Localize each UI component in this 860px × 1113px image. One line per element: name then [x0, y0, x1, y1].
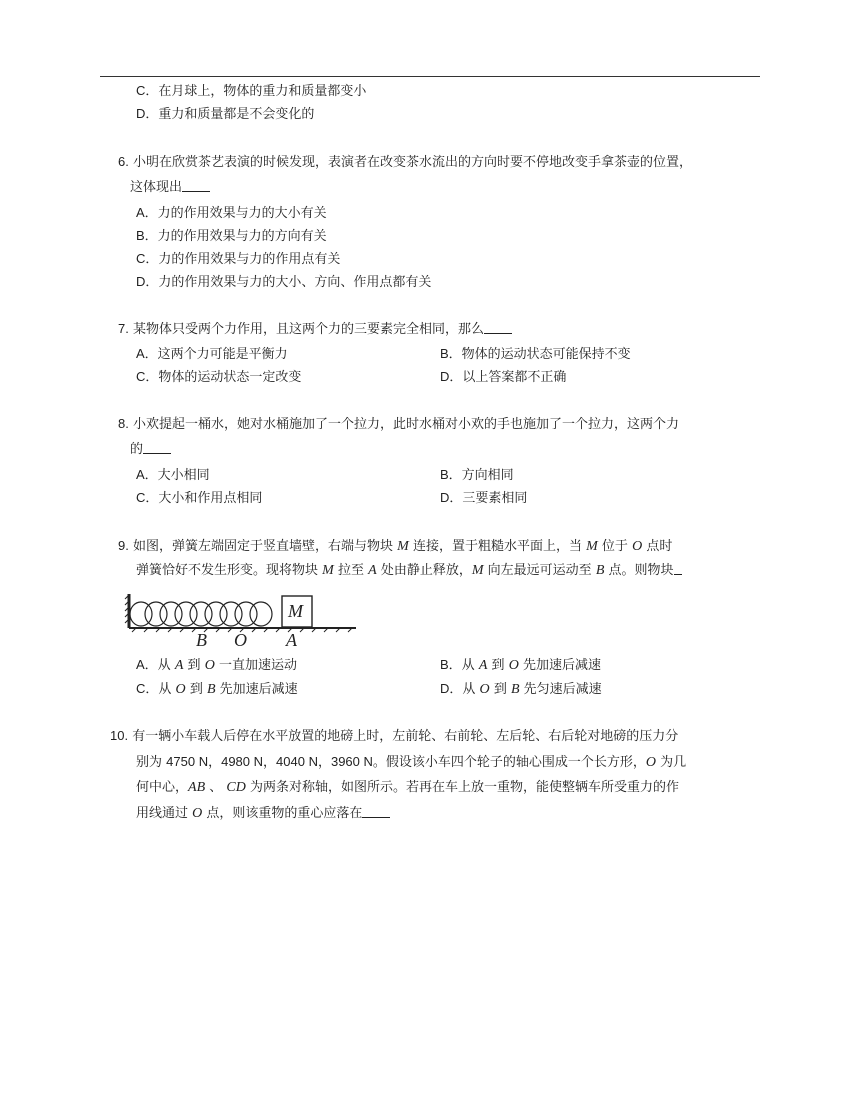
point-b-label: B	[196, 630, 207, 650]
option-letter: D．	[440, 369, 463, 384]
force-value: 3960 N	[330, 754, 373, 769]
option-text: 力的作用效果与力的大小有关	[157, 206, 327, 221]
answer-blank[interactable]	[362, 805, 390, 818]
option-letter: B．	[440, 467, 462, 482]
question-9-stem	[118, 537, 672, 556]
option-text: 方向相同	[461, 468, 514, 483]
force-value: 4040 N	[276, 754, 318, 769]
question-text: 小明在欣赏茶艺表演的时候发现，表演者在改变茶水流出的方向时要不停地改变手拿茶壶的位置，	[132, 155, 692, 170]
option-letter: D．	[440, 681, 463, 696]
answer-blank[interactable]	[484, 321, 512, 334]
option-letter: C．	[136, 251, 159, 266]
question-text: 别为	[136, 755, 163, 770]
question-text: 点，则该重物的重心应落在	[206, 806, 363, 821]
question-text: 为两条对称轴，如图所示。若再在车上放一重物，能使整辆车所受重力的作	[249, 780, 679, 795]
option-text: 以上答案都不正确	[462, 370, 567, 385]
q6-option-a[interactable]	[136, 204, 327, 223]
option-letter: D．	[136, 106, 159, 121]
question-text: 这体现出	[130, 180, 183, 195]
option-text: 物体的运动状态一定改变	[158, 370, 302, 385]
question-10-stem-line4	[136, 805, 390, 823]
question-10-stem	[110, 727, 678, 746]
q6-option-b[interactable]	[136, 227, 327, 246]
question-9-stem-line2	[136, 562, 682, 580]
question-text: 小欢提起一桶水，她对水桶施加了一个拉力，此时水桶对小欢的手也施加了一个拉力，这两个力	[132, 417, 679, 432]
header-rule	[100, 76, 760, 77]
var-o: O	[632, 539, 643, 554]
question-10-stem-line2: 别为 4750 N，4980 N，4040 N，3960 N。假设该小车四个轮子的轴心围成一个长方形，O 为几	[136, 754, 687, 770]
question-text: 连接，置于粗糙水平面上，当	[412, 539, 582, 554]
option-letter: C．	[136, 83, 159, 98]
question-10-stem-line3: 何中心，AB 、 CD 为两条对称轴，如图所示。若再在车上放一重物，能使整辆车所受重力的作	[136, 780, 679, 795]
var-m: M	[586, 539, 598, 554]
option-text: 三要素相同	[462, 491, 528, 506]
var-m: M	[471, 563, 484, 578]
var-b: B	[510, 682, 520, 697]
question-text: 。假设该小车四个轮子的轴心围成一个长方形，	[372, 755, 646, 770]
question-text: 用线通过	[136, 806, 189, 821]
option-letter: B．	[136, 228, 158, 243]
answer-blank[interactable]	[182, 179, 210, 192]
q9-option-d[interactable]	[440, 680, 602, 699]
q8-option-d[interactable]	[440, 489, 527, 508]
var-m: M	[397, 539, 409, 554]
q6-option-d[interactable]	[136, 273, 431, 292]
answer-blank[interactable]	[143, 441, 171, 454]
force-value: 4750 N	[166, 754, 209, 769]
option-text: 大小相同	[157, 468, 210, 483]
q8-option-a[interactable]	[136, 466, 210, 485]
axis-cd: CD	[226, 780, 246, 795]
var-a: A	[478, 658, 488, 673]
option-text: 力的作用效果与力的方向有关	[157, 229, 327, 244]
var-o: O	[645, 755, 657, 770]
question-number: 9.	[118, 538, 129, 553]
option-text: 一直加速运动	[218, 658, 297, 673]
question-text: 点。则物块	[608, 563, 674, 578]
option-text: 这两个力可能是平衡力	[157, 347, 288, 362]
force-value: 4980 N	[221, 754, 264, 769]
option-text: 在月球上，物体的重力和质量都变小	[158, 84, 367, 99]
option-letter: D．	[136, 274, 159, 289]
block-m-label: M	[288, 601, 303, 621]
option-letter: C．	[136, 681, 159, 696]
axis-ab: AB	[188, 780, 206, 795]
q6-option-c[interactable]	[136, 250, 340, 269]
var-a: A	[174, 658, 184, 673]
option-letter: A．	[136, 346, 158, 361]
option-text: 先匀速后减速	[523, 682, 602, 697]
question-text: 有一辆小车载人后停在水平放置的地磅上时，左前轮、右前轮、左后轮、右后轮对地磅的压力分	[132, 729, 679, 744]
option-letter: A．	[136, 205, 158, 220]
option-text: 从	[462, 682, 476, 697]
question-text: 某物体只受两个力作用，且这两个力的三要素完全相同，那么	[132, 322, 484, 337]
point-o-label: O	[234, 630, 247, 650]
question-number: 6.	[118, 154, 129, 169]
option-text: 从	[157, 658, 171, 673]
q9-option-a[interactable]	[136, 656, 297, 675]
spring-diagram	[124, 590, 364, 652]
option-letter: B．	[440, 346, 462, 361]
option-text: 先加速后减速	[219, 682, 298, 697]
q7-option-c[interactable]	[136, 368, 301, 387]
question-6-stem-line2	[130, 179, 210, 197]
question-text: 弹簧恰好不发生形变。现将物块	[136, 563, 319, 578]
question-text: 何中心，	[136, 780, 189, 795]
question-text: 的	[130, 442, 144, 457]
var-b: B	[206, 682, 216, 697]
option-text: 先加速后减速	[522, 658, 601, 673]
option-letter: C．	[136, 490, 159, 505]
question-8-stem-line2	[130, 441, 171, 459]
question-text: 向左最远可运动至	[487, 563, 592, 578]
option-letter: B．	[440, 657, 462, 672]
question-6-stem	[118, 153, 692, 172]
question-text: 位于	[601, 539, 628, 554]
q9-option-c[interactable]	[136, 680, 298, 699]
option-text: 力的作用效果与力的作用点有关	[158, 252, 341, 267]
option-text: 力的作用效果与力的大小、方向、作用点都有关	[158, 275, 432, 290]
q7-option-b[interactable]	[440, 345, 631, 364]
spring	[130, 602, 272, 626]
var-a: A	[368, 563, 377, 578]
question-text: 点时	[646, 539, 673, 554]
option-text: 物体的运动状态可能保持不变	[461, 347, 631, 362]
option-text: 大小和作用点相同	[158, 491, 263, 506]
var-m: M	[322, 563, 334, 578]
question-text: 如图，弹簧左端固定于竖直墙壁，右端与物块	[132, 539, 393, 554]
prev-option-d[interactable]	[136, 105, 314, 124]
option-text: 重力和质量都是不会变化的	[158, 107, 315, 122]
q7-option-a[interactable]	[136, 345, 288, 364]
q8-option-c[interactable]	[136, 489, 262, 508]
question-text: 拉至	[337, 563, 364, 578]
var-b: B	[595, 563, 605, 578]
option-letter: C．	[136, 369, 159, 384]
spring-block-figure	[124, 590, 364, 656]
var-o: O	[204, 658, 215, 673]
option-text: 从	[461, 658, 475, 673]
option-letter: A．	[136, 467, 158, 482]
var-o: O	[479, 682, 490, 697]
var-o: O	[508, 658, 519, 673]
question-number: 10.	[110, 728, 129, 743]
q8-option-b[interactable]	[440, 466, 514, 485]
prev-option-c[interactable]	[136, 82, 366, 101]
question-text: 处由静止释放，	[380, 563, 472, 578]
option-text: 到	[187, 658, 201, 673]
answer-blank[interactable]	[674, 562, 682, 575]
question-text: 为几	[660, 755, 687, 770]
option-text: 到	[493, 682, 507, 697]
q9-option-b[interactable]	[440, 656, 601, 675]
var-o: O	[175, 682, 186, 697]
question-7-stem	[118, 320, 512, 339]
question-number: 7.	[118, 321, 129, 336]
question-number: 8.	[118, 416, 129, 431]
question-8-stem	[118, 415, 679, 434]
var-o: O	[192, 806, 203, 821]
q7-option-d[interactable]	[440, 368, 566, 387]
point-a-label: A	[286, 630, 297, 650]
option-letter: D．	[440, 490, 463, 505]
option-text: 到	[189, 682, 203, 697]
option-text: 到	[491, 658, 505, 673]
option-text: 从	[158, 682, 172, 697]
option-letter: A．	[136, 657, 158, 672]
